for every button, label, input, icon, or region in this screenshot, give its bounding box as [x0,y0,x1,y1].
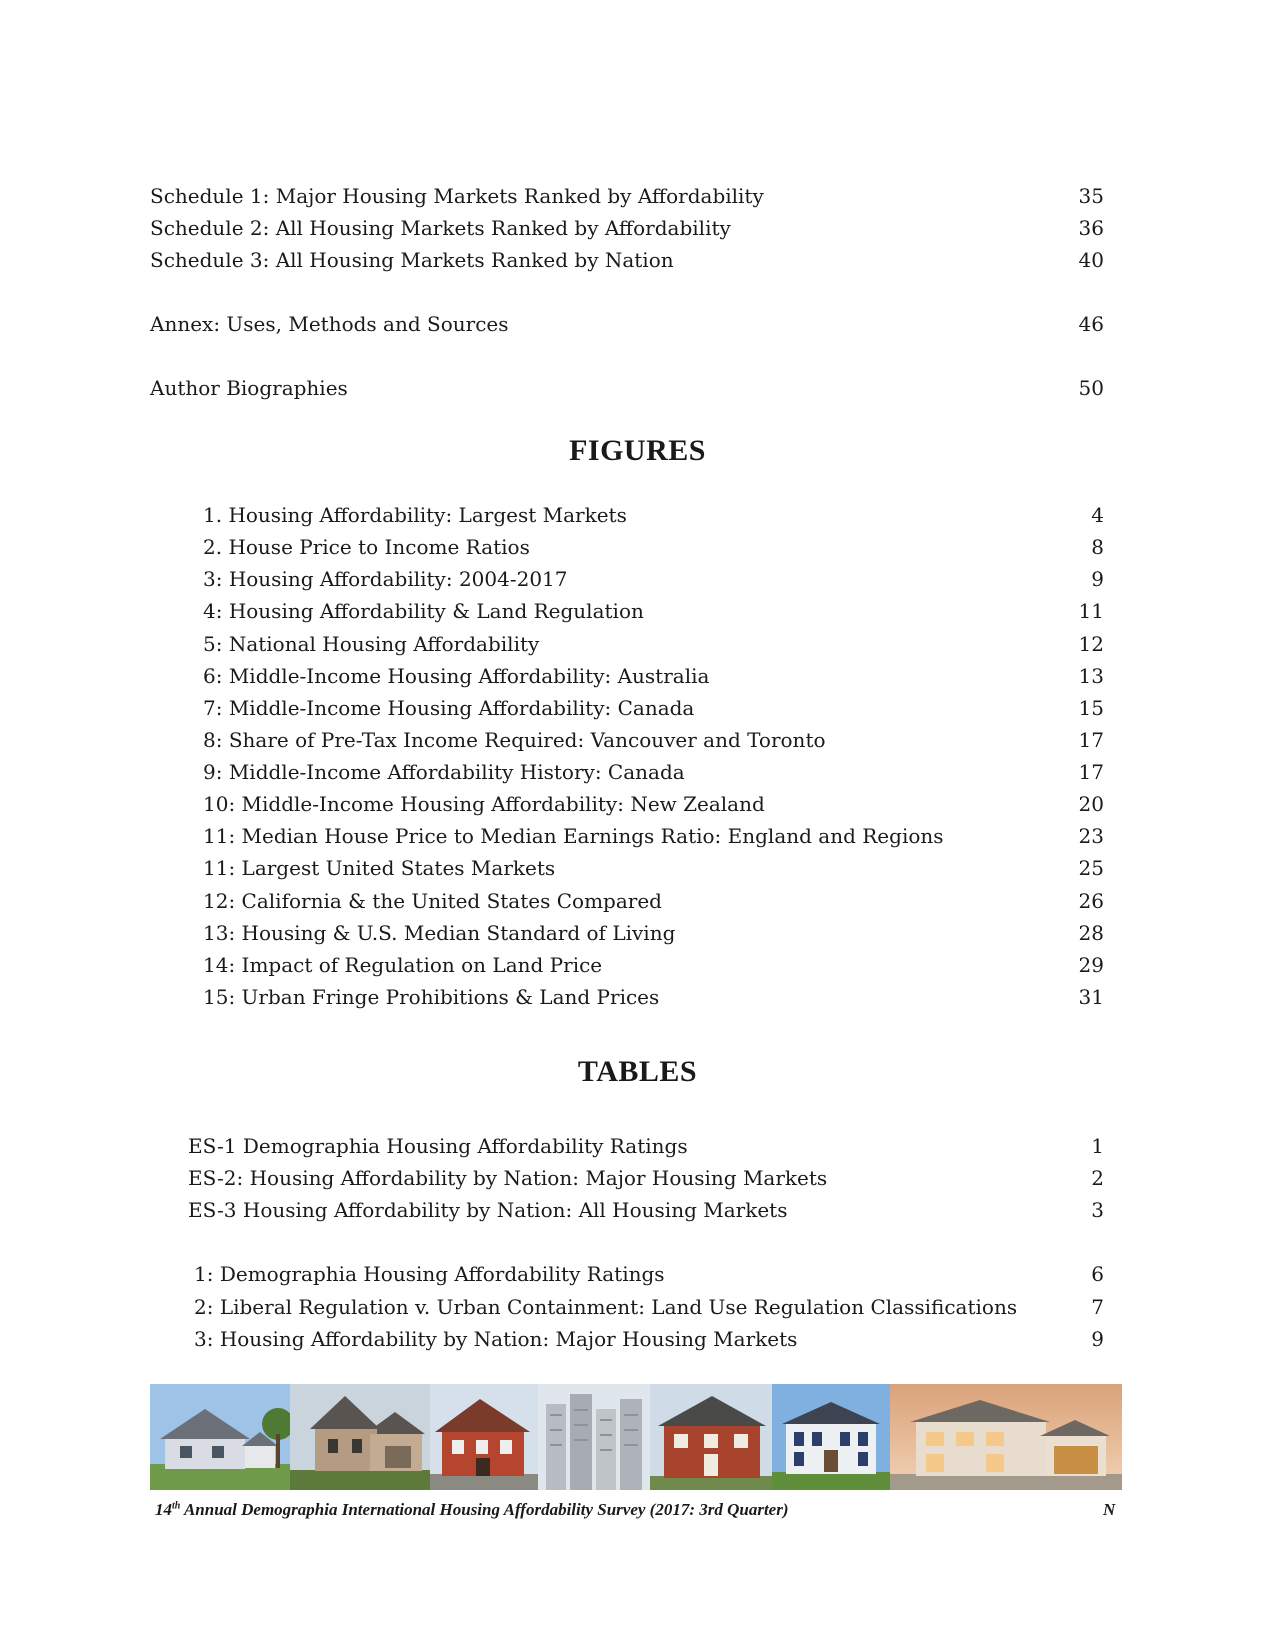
toc-entry-title: 10: Middle-Income Housing Affordability: New Zealand [203,792,765,817]
toc-entry-title: 15: Urban Fringe Prohibitions & Land Prices [203,984,660,1009]
house-photo-4 [538,1384,650,1490]
toc-entry-title: ES-3 Housing Affordability by Nation: All Housing Markets [188,1198,788,1222]
footer-title [155,1500,789,1520]
toc-entry-page: 6 [1091,1262,1104,1286]
house-photo-2 [290,1384,430,1490]
figure-entry-10 [203,788,1104,820]
house-photo-6 [772,1384,890,1490]
toc-entry-author-biographies [150,372,1104,404]
toc-entry-schedule-3 [150,244,1104,276]
toc-entry-title: 11: Largest United States Markets [203,856,556,881]
table-es-entry-3 [188,1194,1104,1226]
footer-survey-title: Annual Demographia International Housing Affordability Survey (2017: 3rd Quarter) [180,1500,789,1519]
table-entry-1 [194,1258,1104,1290]
footer-page-number: N [1103,1500,1116,1519]
toc-entry-title: 13: Housing & U.S. Median Standard of Living [203,920,676,945]
toc-entry-page: 12 [1078,631,1104,656]
figure-entry-11 [203,820,1104,852]
toc-entry-schedule-2 [150,212,1104,244]
table-entry-2 [194,1291,1104,1323]
toc-entry-page: 9 [1091,567,1104,592]
figure-entry-14 [203,917,1104,949]
toc-entry-annex [150,308,1104,340]
house-photo-5 [650,1384,772,1490]
toc-entry-title: ES-2: Housing Affordability by Nation: Major Housing Markets [188,1166,828,1190]
toc-entry-title: 7: Middle-Income Housing Affordability: Canada [203,695,695,720]
toc-entry-page: 26 [1078,888,1104,913]
toc-entry-title: ES-1 Demographia Housing Affordability Ratings [188,1134,688,1158]
toc-entry-schedule-1 [150,180,1104,212]
toc-entry-page: 17 [1078,760,1104,785]
figure-entry-6 [203,660,1104,692]
table-entry-3 [194,1323,1104,1355]
toc-entry-title: 3: Housing Affordability: 2004-2017 [203,567,568,592]
footer-ordinal-suffix: th [172,1500,181,1512]
toc-entry-page: 20 [1078,792,1104,817]
toc-entry-page: 50 [1078,376,1104,400]
toc-entry-title: Schedule 3: All Housing Markets Ranked by Nation [150,248,674,272]
toc-entry-title: Annex: Uses, Methods and Sources [150,312,509,336]
toc-entry-title: 6: Middle-Income Housing Affordability: Australia [203,663,710,688]
toc-entry-title: Schedule 1: Major Housing Markets Ranked by Affordability [150,184,764,208]
house-photo-strip [150,1384,1122,1490]
toc-entry-page: 3 [1091,1198,1104,1222]
toc-entry-page: 2 [1091,1166,1104,1190]
toc-entry-title: 2. House Price to Income Ratios [203,535,530,560]
figure-entry-13 [203,885,1104,917]
toc-entry-page: 46 [1078,312,1104,336]
figure-entry-4 [203,595,1104,627]
toc-entry-page: 11 [1078,599,1104,624]
toc-entry-title: 12: California & the United States Compared [203,888,662,913]
toc-entry-title: 3: Housing Affordability by Nation: Major Housing Markets [194,1327,798,1351]
toc-entry-title: 9: Middle-Income Affordability History: Canada [203,760,685,785]
toc-entry-page: 9 [1091,1327,1104,1351]
figure-entry-7 [203,692,1104,724]
toc-entry-page: 15 [1078,695,1104,720]
toc-entry-page: 23 [1078,824,1104,849]
figure-entry-16 [203,981,1104,1013]
toc-entry-page: 17 [1078,727,1104,752]
house-photo-1 [150,1384,290,1490]
toc-entry-title: 4: Housing Affordability & Land Regulation [203,599,644,624]
figure-entry-12 [203,852,1104,884]
figure-entry-15 [203,949,1104,981]
figure-entry-2 [203,531,1104,563]
toc-entry-page: 7 [1091,1294,1104,1319]
toc-entry-page: 1 [1091,1134,1104,1158]
house-photo-7 [890,1384,1122,1490]
toc-entry-page: 35 [1078,184,1104,208]
toc-entry-title: 14: Impact of Regulation on Land Price [203,952,603,977]
tables-heading: TABLES [577,1055,698,1088]
house-photo-3 [430,1384,538,1490]
figure-entry-1 [203,499,1104,531]
footer-ordinal: 14 [155,1500,172,1519]
figure-entry-5 [203,628,1104,660]
figures-heading: FIGURES [569,434,706,467]
toc-entry-page: 8 [1091,535,1104,560]
figure-entry-3 [203,563,1104,595]
toc-entry-title: Author Biographies [150,376,348,400]
toc-entry-page: 31 [1078,984,1104,1009]
toc-entry-page: 36 [1078,216,1104,240]
toc-entry-page: 4 [1091,503,1104,527]
toc-entry-title: 1: Demographia Housing Affordability Ratings [194,1262,665,1286]
toc-entry-page: 29 [1078,952,1104,977]
figure-entry-9 [203,756,1104,788]
toc-entry-page: 13 [1078,663,1104,688]
table-es-entry-1 [188,1130,1104,1162]
toc-entry-title: 8: Share of Pre-Tax Income Required: Vancouver and Toronto [203,727,826,752]
figure-entry-8 [203,724,1104,756]
toc-entry-page: 28 [1078,920,1104,945]
toc-entry-title: Schedule 2: All Housing Markets Ranked by Affordability [150,216,731,240]
toc-entry-title: 1. Housing Affordability: Largest Markets [203,503,627,527]
toc-entry-page: 40 [1078,248,1104,272]
toc-entry-title: 11: Median House Price to Median Earnings Ratio: England and Regions [203,824,944,849]
toc-entry-title: 5: National Housing Affordability [203,631,540,656]
toc-entry-title: 2: Liberal Regulation v. Urban Containment: Land Use Regulation Classifications [194,1294,1018,1319]
toc-entry-page: 25 [1078,856,1104,881]
table-es-entry-2 [188,1162,1104,1194]
